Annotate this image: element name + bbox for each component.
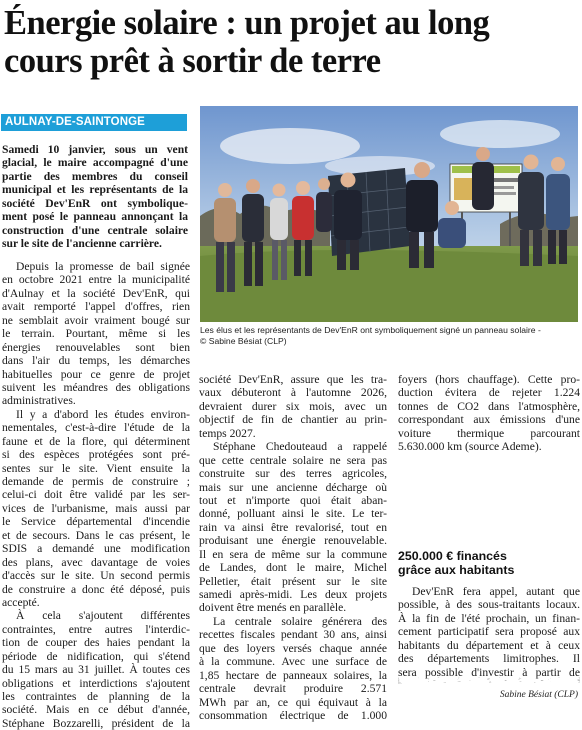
body-line: avait remporté l'appel d'offres, rien: [2, 300, 190, 314]
section-subheading: [398, 549, 580, 577]
body-line: objectif de fin de chantier au prin-: [199, 413, 387, 427]
body-line: accepté.: [2, 595, 40, 609]
caption-line: Les élus et les représentants de Dev'EnR ont symboliquement signé un panneau solaire -: [200, 325, 541, 335]
body-line: suivent les méandres des obligations: [2, 380, 190, 394]
body-line: donné, polluant ainsi le site. Le ter-: [199, 507, 387, 521]
body-line: À cela s'ajoutent différentes: [16, 609, 190, 623]
body-line: centrale devrait produire 2.571: [199, 682, 387, 696]
body-line: des plans, avec davantage de voies: [2, 555, 190, 569]
body-line: Stéphane Chedouteaud a rappelé: [213, 440, 387, 454]
body-line: tion de couper des haies pendant la: [2, 636, 190, 650]
column-3-bottom: [398, 585, 580, 686]
body-line: sera possible d'investir à partir de: [398, 665, 580, 679]
body-line: possible, à des sous-traitants locaux.: [398, 598, 580, 612]
body-line: obligations et interdictions s'ajoutent: [2, 676, 190, 690]
body-line: rain va ainsi être revalorisé, tout en: [199, 520, 387, 534]
lead-line: municipal et les représentants de la: [2, 183, 188, 197]
body-line: en octobre 2021 entre la municipalité: [2, 273, 190, 287]
author-signature: Sabine Bésiat (CLP): [499, 690, 578, 700]
body-line: La centrale solaire générera des: [213, 614, 387, 628]
body-line: demande de permis de construire ;: [2, 475, 190, 488]
body-line: période de nidification, qui s'étend: [2, 649, 190, 663]
body-line: produisant une énergie renouvelable.: [199, 534, 387, 548]
body-line: nementales, c'est-à-dire l'étude de la: [2, 421, 190, 435]
column-3-top: [398, 373, 580, 454]
column-1: [2, 260, 190, 730]
subhead-line: grâce aux habitants: [398, 563, 515, 577]
body-line: société. Mais en ce début d'année,: [2, 703, 190, 717]
lead-line: sur le site de l'ancienne carrière.: [2, 237, 162, 251]
body-line: voiture thermique parcourant: [398, 426, 580, 440]
body-line: dans l'air du temps, les démarches: [2, 354, 190, 368]
article-photo: [200, 106, 578, 322]
subhead-line: 250.000 € financés: [398, 549, 507, 563]
lead-line: glacial, le maire accompagné d'une: [2, 156, 188, 170]
body-line: vaux débuteront à l'automne 2026,: [199, 386, 387, 400]
body-line: du 15 mars au 31 juillet. À toutes ces: [2, 663, 190, 677]
lead-line: société Dev'EnR ont symbolique-: [2, 196, 188, 210]
column-2: [199, 373, 387, 722]
body-line: que cette centrale solaire ne sera pas: [199, 453, 387, 467]
body-line: foyers (hors chauffage). Cette pro-: [398, 373, 580, 386]
body-line: habituelles pour ce genre de projet: [2, 367, 190, 381]
body-line: [398, 684, 580, 685]
body-line: 5.630.000 km (source Ademe).: [398, 440, 542, 454]
body-line: d'Aulnay et la société Dev'EnR, qui: [2, 286, 190, 300]
body-line: mais sur une ancienne décharge où: [199, 480, 387, 494]
body-line: ne semblait avoir vraiment bougé sur: [2, 313, 190, 327]
body-line: habitants du département et à ceux: [398, 638, 580, 652]
body-line: administratives.: [2, 394, 76, 408]
body-line: le terrain. Pourtant, même si les: [2, 327, 190, 341]
body-line: les contraintes de planning de la: [2, 690, 190, 703]
body-line: que des loyers versés chaque année: [199, 641, 387, 655]
body-line: tout et n'importe quoi était aban-: [199, 493, 387, 507]
body-line: Il en sera de même sur la commune: [199, 547, 387, 561]
photo-caption: [200, 325, 580, 347]
body-line: tonnes de CO2 dans l'atmosphère,: [398, 399, 580, 413]
lead-line: ment posé le panneau annonçant la: [2, 210, 188, 224]
body-line: duction évitera de rejeter 1.224: [398, 386, 580, 400]
body-line: société Dev'EnR, assure que les tra-: [199, 373, 387, 386]
body-line: construite sur des terres agricoles,: [199, 467, 387, 481]
lead-line: Samedi 10 janvier, sous un vent: [2, 143, 188, 156]
body-line: Il y a d'abord les études environ-: [16, 407, 190, 421]
body-line: consommation électrique de 1.000: [199, 708, 387, 722]
body-line: si des espèces protégées sont pré-: [2, 448, 190, 462]
body-line: de Landes, dont le maire, Michel: [199, 561, 387, 575]
body-line: de construire a donc été déposé, puis: [2, 582, 190, 596]
body-line: Depuis la promesse de bail signée: [16, 260, 190, 273]
photo-illustration: [200, 106, 578, 322]
lead-line: partie des membres du conseil: [2, 169, 188, 183]
body-line: temps 2027.: [199, 426, 256, 440]
body-line: 1,85 hectare de panneaux solaires, la: [199, 668, 387, 682]
headline-line-2: cours prêt à sortir de terre: [4, 42, 381, 80]
body-line: contraintes, entre autres l'interdic-: [2, 622, 190, 636]
body-line: vices de l'urbanisme, mais aussi par: [2, 501, 190, 515]
lead-line: construction d'une centrale solaire: [2, 223, 188, 237]
body-line: d'accès sur le site. Un second permis: [2, 569, 190, 583]
body-line: correspondant aux émissions d'une: [398, 413, 580, 427]
body-line: MWh par an, ce qui équivaut à la: [199, 695, 387, 709]
body-line: celui-ci doit être validé par les ser-: [2, 488, 190, 502]
body-line: À la fin de l'été prochain, un finan-: [398, 611, 580, 625]
body-line: samedi après-midi. Les deux projets: [199, 588, 387, 601]
body-line: Stéphane Bozzarelli, président de la: [2, 716, 190, 730]
body-line: et de secours. Dans le cas présent, le: [2, 528, 190, 542]
body-line: le Service départemental d'incendie: [2, 515, 190, 529]
body-line: des départements limitrophes. Il: [398, 652, 580, 666]
headline: [4, 4, 578, 80]
body-line: sentes sur le site. Vient ensuite la: [2, 461, 190, 475]
body-line: devraient durer six mois, avec un: [199, 399, 387, 413]
body-line: faune et de la flore, qui déterminent: [2, 434, 190, 448]
location-tag: AULNAY-DE-SAINTONGE: [1, 114, 187, 131]
body-line: Dev'EnR fera appel, autant que: [412, 585, 580, 598]
body-line: cement participatif sera proposé aux: [398, 625, 580, 639]
headline-line-1: Énergie solaire : un projet au long: [4, 4, 490, 42]
body-line: SDIS a demandé une modification: [2, 542, 190, 556]
body-line: doivent être menés en parallèle.: [199, 601, 347, 615]
caption-credit: © Sabine Bésiat (CLP): [200, 336, 287, 346]
body-line: recettes fiscales pendant 30 ans, ainsi: [199, 628, 387, 642]
lead-paragraph: [2, 143, 188, 251]
body-line: Pelletier, était présent sur le site: [199, 574, 387, 588]
body-line: [398, 685, 580, 686]
body-line: à la commune. Avec une surface de: [199, 655, 387, 669]
body-line: énergies renouvelables sont bien: [2, 340, 190, 354]
